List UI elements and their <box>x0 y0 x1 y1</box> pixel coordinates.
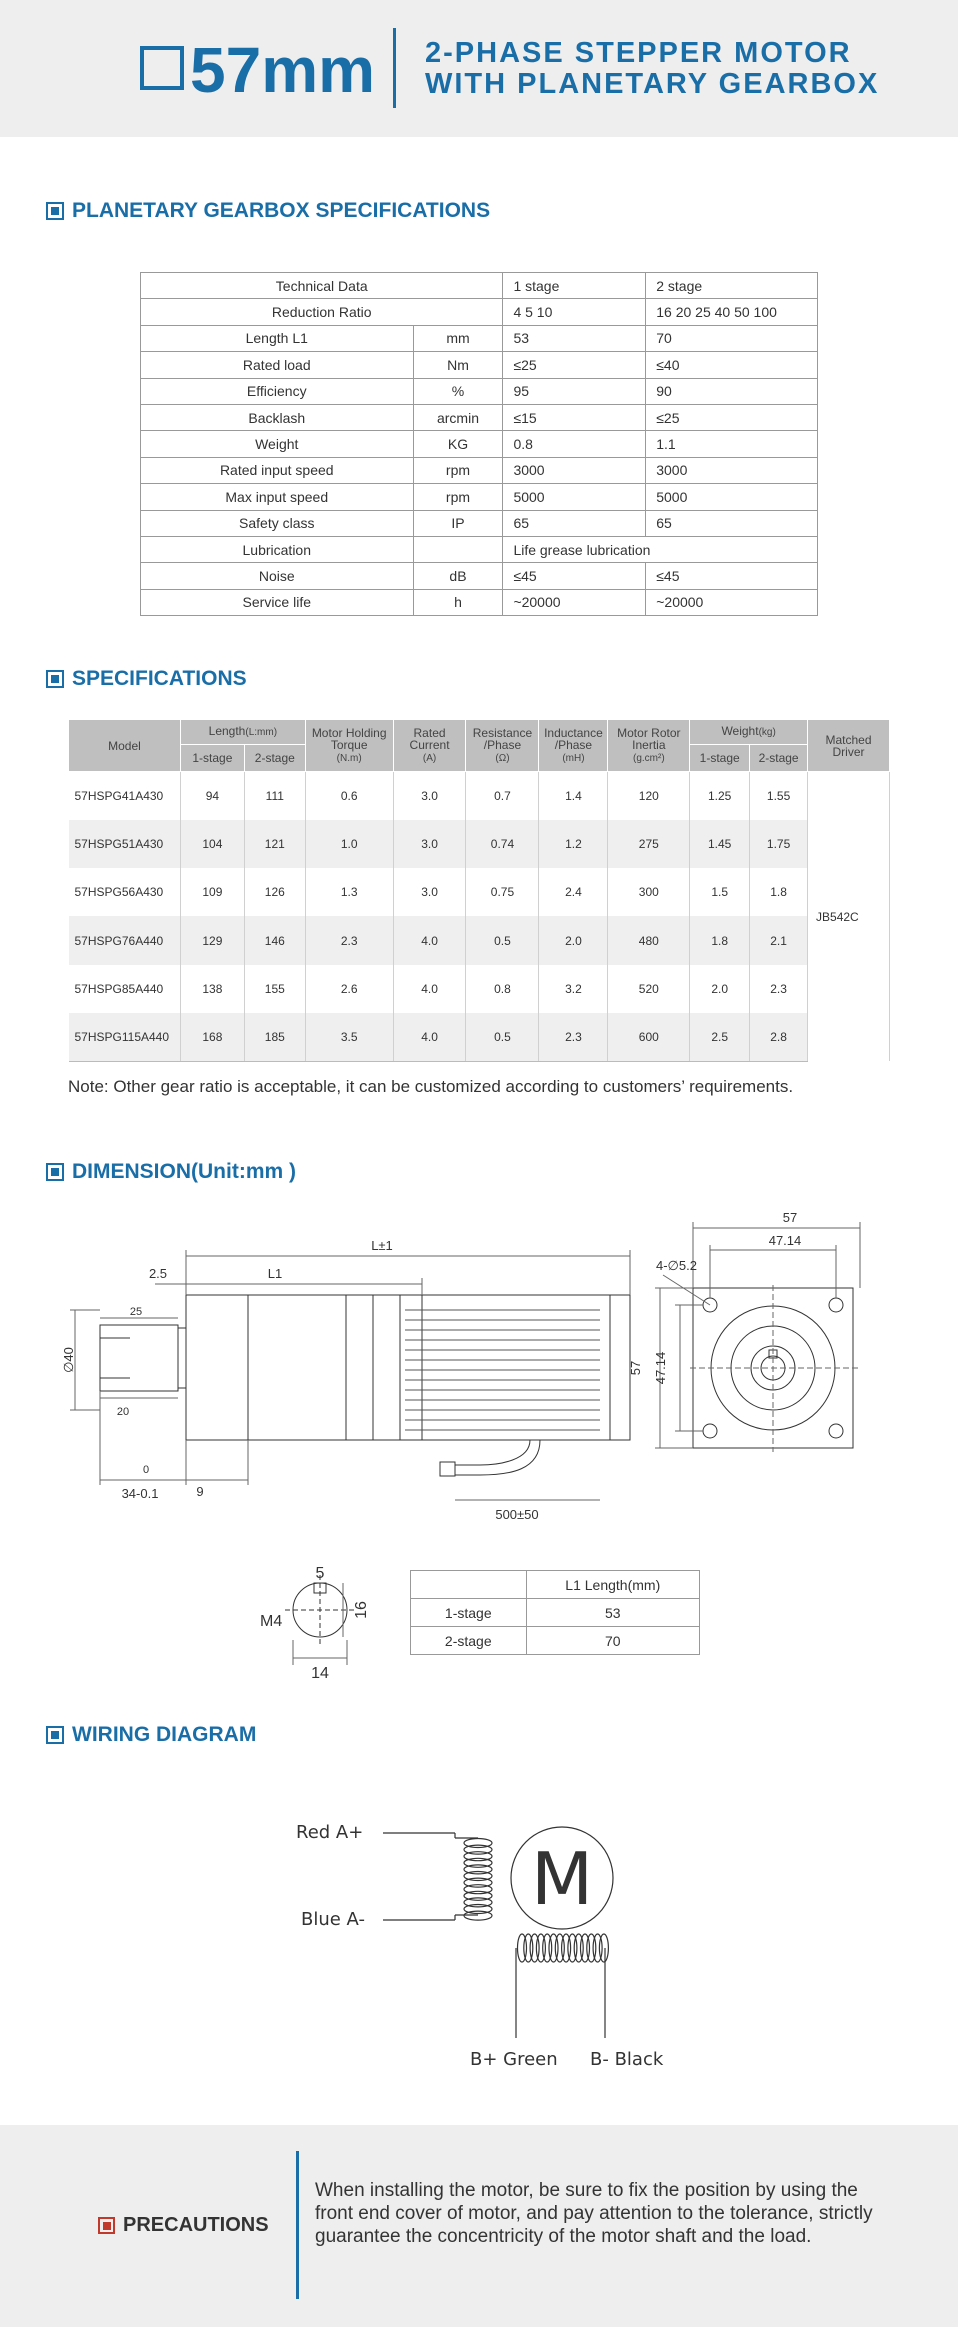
th-resistance <box>466 720 539 772</box>
motor-spec-table <box>68 719 890 1062</box>
th-current <box>393 720 466 772</box>
th-inductance-label: Inductance /Phase <box>544 725 603 752</box>
customization-note: Note: Other gear ratio is acceptable, it can be customized according to customers’ requirements. <box>68 1077 794 1096</box>
gearbox-param-name: Service life <box>141 589 414 615</box>
spec-cell-torque: 1.3 <box>305 868 393 916</box>
gearbox-row <box>141 484 818 510</box>
coil-a <box>455 1838 492 1920</box>
precautions-text: When installing the motor, be sure to fix the position by using the front end cover of motor, and pay attention to the tolerance, strictly guarantee the concentricity of the motor shaft and the load. <box>315 2180 873 2247</box>
gearbox-value-stage1: 0.8 <box>503 431 646 457</box>
th-length-stage1: 1-stage <box>180 745 244 772</box>
dim-cable-length: 500±50 <box>495 1507 539 1522</box>
th-weight <box>690 720 808 745</box>
square-icon <box>140 46 184 90</box>
gearbox-body <box>186 1295 248 1440</box>
section-wiring-title <box>46 1723 256 1747</box>
gearbox-param-unit: IP <box>413 510 503 536</box>
l1-stage2-value: 70 <box>526 1627 699 1655</box>
l1-stage1-value: 53 <box>526 1599 699 1627</box>
gearbox-row <box>141 457 818 483</box>
spec-cell-current: 3.0 <box>393 772 466 820</box>
spec-cell-current: 3.0 <box>393 820 466 868</box>
gearbox-param-name: Lubrication <box>141 536 414 562</box>
dim-dia-40: ∅40 <box>61 1347 76 1373</box>
dim-25: 25 <box>129 1306 143 1318</box>
spec-cell-res: 0.5 <box>466 916 539 964</box>
spec-cell-w2: 2.1 <box>750 916 808 964</box>
l1-stage1-label: 1-stage <box>411 1599 527 1627</box>
spec-row <box>69 916 890 964</box>
spec-cell-inertia: 600 <box>608 1013 690 1061</box>
coil-a-leads <box>455 1838 478 1915</box>
mount-hole <box>829 1298 843 1312</box>
section-wiring-label: WIRING DIAGRAM <box>72 1723 257 1746</box>
header-divider <box>393 28 396 108</box>
gearbox-header-technical: Technical Data <box>141 273 503 299</box>
th-model: Model <box>69 720 181 772</box>
front-dimension-guides <box>655 1222 860 1448</box>
gearbox-flange <box>248 1295 422 1440</box>
section-dimension-title <box>46 1160 296 1184</box>
gearbox-row <box>141 299 818 325</box>
motor-m: M <box>530 1837 594 1921</box>
gearbox-value-stage2: 1.1 <box>646 431 818 457</box>
section-square-icon <box>46 1163 64 1181</box>
gearbox-value-stage1: ≤25 <box>503 352 646 378</box>
spec-cell-inertia: 520 <box>608 965 690 1013</box>
precautions-label: PRECAUTIONS <box>123 2214 269 2236</box>
dim-holes: 4-∅5.2 <box>656 1258 697 1273</box>
th-inductance <box>539 720 608 772</box>
gearbox-value-stage1: ≤45 <box>503 563 646 589</box>
gearbox-param-unit: Nm <box>413 352 503 378</box>
section-specs-label: SPECIFICATIONS <box>72 667 247 690</box>
th-driver: Matched Driver <box>808 720 890 772</box>
precautions-divider <box>296 2151 299 2299</box>
label-green-b-plus: B+ Green <box>470 2049 558 2070</box>
spec-cell-torque: 0.6 <box>305 772 393 820</box>
gearbox-value-stage2: 70 <box>646 325 818 351</box>
dim-9: 9 <box>196 1484 204 1499</box>
th-length <box>180 720 305 745</box>
gearbox-row <box>141 378 818 404</box>
section-dimension-label: DIMENSION(Unit:mm ) <box>72 1160 296 1183</box>
dim-key-14: 14 <box>311 1665 329 1680</box>
gearbox-value-stage1: 95 <box>503 378 646 404</box>
th-weight-label: Weight <box>721 724 759 738</box>
spec-cell-l1: 168 <box>180 1013 244 1061</box>
gearbox-value-both: Life grease lubrication <box>503 536 818 562</box>
coil-b <box>518 1934 609 1962</box>
gearbox-value-stage1: 65 <box>503 510 646 536</box>
l1-table-corner <box>411 1571 527 1599</box>
section-square-icon <box>46 670 64 688</box>
label-black-b-minus: B- Black <box>590 2049 664 2070</box>
gearbox-param-name: Weight <box>141 431 414 457</box>
l1-stage2-label: 2-stage <box>411 1627 527 1655</box>
gearbox-row <box>141 431 818 457</box>
section-gearbox-title <box>46 199 490 223</box>
spec-row <box>69 820 890 868</box>
spec-cell-l1: 138 <box>180 965 244 1013</box>
l1-length-table <box>410 1570 700 1655</box>
dim-47-14-side: 47.14 <box>653 1351 668 1385</box>
th-length-stage2: 2-stage <box>244 745 305 772</box>
dim-2-5: 2.5 <box>148 1266 168 1281</box>
spec-cell-res: 0.5 <box>466 1013 539 1061</box>
wiring-diagram <box>0 1780 958 2090</box>
gearbox-param-name: Max input speed <box>141 484 414 510</box>
dim-0: 0 <box>142 1464 150 1476</box>
dim-34: 34-0.1 <box>121 1486 159 1501</box>
spec-cell-res: 0.8 <box>466 965 539 1013</box>
spec-cell-res: 0.7 <box>466 772 539 820</box>
spec-cell-inertia: 275 <box>608 820 690 868</box>
section-gearbox-label: PLANETARY GEARBOX SPECIFICATIONS <box>72 199 491 222</box>
spec-cell-inertia: 120 <box>608 772 690 820</box>
gearbox-row <box>141 352 818 378</box>
spec-cell-current: 4.0 <box>393 916 466 964</box>
spec-cell-w2: 2.8 <box>750 1013 808 1061</box>
section-square-icon <box>46 202 64 220</box>
gearbox-value-stage1: ~20000 <box>503 589 646 615</box>
th-weight-stage2: 2-stage <box>750 745 808 772</box>
spec-cell-model: 57HSPG51A430 <box>69 820 181 868</box>
th-inertia <box>608 720 690 772</box>
gearbox-value-stage2: ≤40 <box>646 352 818 378</box>
gearbox-spec-table <box>140 272 818 616</box>
dim-57-side: 57 <box>628 1360 643 1376</box>
gearbox-param-name: Reduction Ratio <box>141 299 503 325</box>
spec-row <box>69 965 890 1013</box>
spec-cell-torque: 2.3 <box>305 916 393 964</box>
section-specs-title <box>46 667 247 691</box>
spec-cell-res: 0.74 <box>466 820 539 868</box>
gearbox-param-unit: h <box>413 589 503 615</box>
spec-row <box>69 868 890 916</box>
spec-cell-ind: 2.4 <box>539 868 608 916</box>
th-torque-label: Motor Holding Torque <box>311 725 387 752</box>
dim-57-top: 57 <box>782 1210 798 1225</box>
spec-cell-ind: 1.4 <box>539 772 608 820</box>
spec-cell-w2: 1.55 <box>750 772 808 820</box>
gearbox-value-stage2: ≤25 <box>646 404 818 430</box>
gearbox-param-unit: rpm <box>413 484 503 510</box>
spec-cell-current: 4.0 <box>393 965 466 1013</box>
th-inertia-unit: (g.cm²) <box>632 752 665 764</box>
gearbox-row <box>141 536 818 562</box>
spec-cell-current: 4.0 <box>393 1013 466 1061</box>
gearbox-row <box>141 563 818 589</box>
gearbox-value-stage2: 65 <box>646 510 818 536</box>
spec-cell-w1: 1.45 <box>690 820 750 868</box>
gearbox-param-name: Rated load <box>141 352 414 378</box>
motor-size: 57mm <box>190 34 375 106</box>
spec-cell-res: 0.75 <box>466 868 539 916</box>
gearbox-param-unit: % <box>413 378 503 404</box>
gearbox-value-stage2: 16 20 25 40 50 100 <box>646 299 818 325</box>
spec-cell-l2: 185 <box>244 1013 305 1061</box>
spec-cell-w2: 2.3 <box>750 965 808 1013</box>
side-dimension-lines <box>70 1250 630 1500</box>
gearbox-value-stage2: ≤45 <box>646 563 818 589</box>
dim-key-5: 5 <box>315 1565 325 1582</box>
spec-cell-current: 3.0 <box>393 868 466 916</box>
spec-cell-model: 57HSPG115A440 <box>69 1013 181 1061</box>
th-current-label: Rated Current <box>409 725 450 752</box>
coil-b-turn <box>599 1934 608 1962</box>
section-square-icon <box>46 1726 64 1744</box>
th-weight-stage1: 1-stage <box>690 745 750 772</box>
gearbox-param-unit <box>413 536 503 562</box>
gearbox-value-stage2: 3000 <box>646 457 818 483</box>
th-resistance-unit: (Ω) <box>495 752 510 764</box>
motor-side-view <box>100 1295 630 1476</box>
spec-cell-inertia: 480 <box>608 916 690 964</box>
spec-row <box>69 1013 890 1061</box>
dim-47-14-top: 47.14 <box>768 1233 802 1248</box>
spec-cell-model: 57HSPG56A430 <box>69 868 181 916</box>
title-line-1: 2-PHASE STEPPER MOTOR <box>425 37 852 69</box>
l1-table-header: L1 Length(mm) <box>526 1571 699 1599</box>
gearbox-param-unit: KG <box>413 431 503 457</box>
spec-cell-w1: 2.0 <box>690 965 750 1013</box>
spec-cell-inertia: 300 <box>608 868 690 916</box>
precautions-title <box>98 2214 269 2237</box>
spec-cell-l2: 121 <box>244 820 305 868</box>
spec-row <box>69 772 890 820</box>
spec-cell-w1: 1.8 <box>690 916 750 964</box>
th-torque-unit: (N.m) <box>336 752 362 764</box>
title-line-2: WITH PLANETARY GEARBOX <box>425 68 880 100</box>
gearbox-header-stage2: 2 stage <box>646 273 818 299</box>
gearbox-value-stage2: 90 <box>646 378 818 404</box>
spec-cell-w2: 1.75 <box>750 820 808 868</box>
spec-cell-l2: 155 <box>244 965 305 1013</box>
gearbox-value-stage1: ≤15 <box>503 404 646 430</box>
precautions-panel <box>0 2125 958 2327</box>
th-current-unit: (A) <box>422 752 437 764</box>
spec-cell-l1: 129 <box>180 916 244 964</box>
gearbox-param-unit: rpm <box>413 457 503 483</box>
shaft-key-detail <box>285 1575 355 1665</box>
th-weight-unit: (kg) <box>758 727 776 738</box>
mount-hole <box>703 1424 717 1438</box>
gearbox-value-stage2: ~20000 <box>646 589 818 615</box>
dim-l1: L1 <box>267 1266 283 1281</box>
motor-fins <box>405 1310 600 1430</box>
gearbox-row <box>141 404 818 430</box>
spec-cell-ind: 1.2 <box>539 820 608 868</box>
gearbox-value-stage1: 5000 <box>503 484 646 510</box>
label-red-a-plus: Red A+ <box>296 1822 364 1843</box>
motor-body <box>400 1295 610 1440</box>
motor-cable <box>455 1440 530 1465</box>
spec-cell-torque: 2.6 <box>305 965 393 1013</box>
th-inductance-unit: (mH) <box>562 752 585 764</box>
gearbox-value-stage2: 5000 <box>646 484 818 510</box>
th-length-unit: (L:mm) <box>245 727 278 738</box>
gearbox-param-name: Backlash <box>141 404 414 430</box>
output-shaft <box>100 1325 178 1391</box>
gearbox-param-name: Safety class <box>141 510 414 536</box>
gearbox-param-name: Noise <box>141 563 414 589</box>
label-blue-a-minus: Blue A- <box>301 1909 365 1930</box>
spec-cell-w2: 1.8 <box>750 868 808 916</box>
gearbox-header-stage1: 1 stage <box>503 273 646 299</box>
th-resistance-label: Resistance /Phase <box>472 725 533 752</box>
gearbox-value-stage1: 53 <box>503 325 646 351</box>
spec-cell-ind: 2.0 <box>539 916 608 964</box>
gearbox-param-unit: mm <box>413 325 503 351</box>
spec-cell-ind: 3.2 <box>539 965 608 1013</box>
gearbox-row <box>141 325 818 351</box>
spec-cell-torque: 3.5 <box>305 1013 393 1061</box>
precaution-square-icon <box>98 2217 115 2234</box>
spec-cell-ind: 2.3 <box>539 1013 608 1061</box>
dim-20: 20 <box>116 1406 130 1418</box>
spec-cell-w1: 1.5 <box>690 868 750 916</box>
spec-cell-l2: 126 <box>244 868 305 916</box>
gearbox-param-unit: arcmin <box>413 404 503 430</box>
shaft-key-labels <box>260 1565 370 1680</box>
gearbox-param-name: Efficiency <box>141 378 414 404</box>
output-flange <box>178 1328 186 1388</box>
gearbox-param-name: Length L1 <box>141 325 414 351</box>
spec-cell-l2: 111 <box>244 772 305 820</box>
header <box>0 0 958 137</box>
th-torque <box>305 720 393 772</box>
gearbox-param-unit: dB <box>413 563 503 589</box>
dim-key-16: 16 <box>353 1601 370 1619</box>
gearbox-param-name: Rated input speed <box>141 457 414 483</box>
gearbox-header-row <box>141 273 818 299</box>
spec-cell-w1: 2.5 <box>690 1013 750 1061</box>
spec-cell-l1: 109 <box>180 868 244 916</box>
spec-cell-l2: 146 <box>244 916 305 964</box>
gearbox-value-stage1: 4 5 10 <box>503 299 646 325</box>
matched-driver: JB542C <box>808 772 890 1062</box>
dim-total-length: L±1 <box>371 1238 393 1253</box>
th-inertia-label: Motor Rotor Inertia <box>617 725 681 752</box>
spec-cell-l1: 104 <box>180 820 244 868</box>
spec-cell-model: 57HSPG85A440 <box>69 965 181 1013</box>
spec-cell-w1: 1.25 <box>690 772 750 820</box>
spec-cell-model: 57HSPG76A440 <box>69 916 181 964</box>
spec-cell-torque: 1.0 <box>305 820 393 868</box>
th-length-label: Length <box>208 724 246 738</box>
gearbox-row <box>141 510 818 536</box>
gearbox-value-stage1: 3000 <box>503 457 646 483</box>
dim-key-m4: M4 <box>260 1613 283 1630</box>
spec-cell-l1: 94 <box>180 772 244 820</box>
mount-hole <box>829 1424 843 1438</box>
spec-cell-model: 57HSPG41A430 <box>69 772 181 820</box>
gearbox-row <box>141 589 818 615</box>
